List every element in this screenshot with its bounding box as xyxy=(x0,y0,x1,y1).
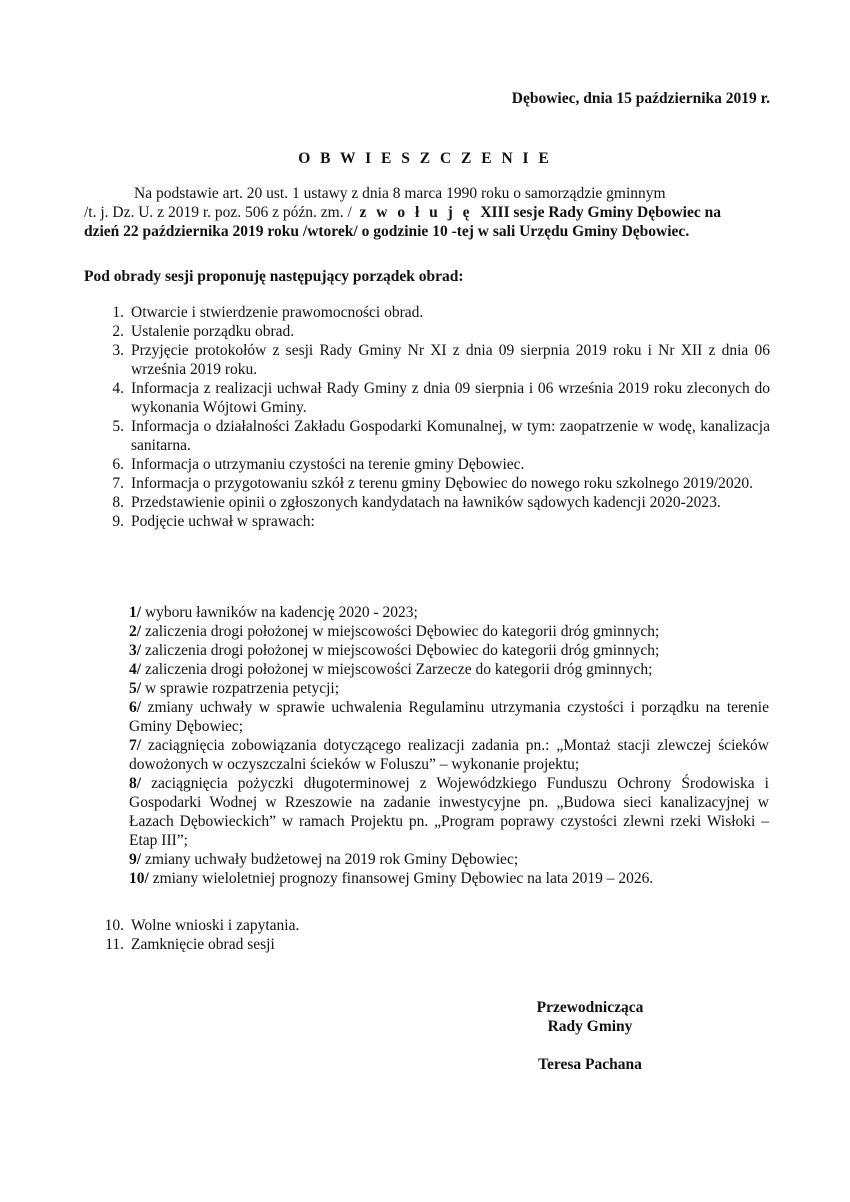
agenda-item xyxy=(100,512,770,531)
signatory-council: Rady Gminy xyxy=(547,1018,633,1035)
intro-line-3: dzień 22 października 2019 roku /wtorek/ o godzinie 10 -tej w sali Urzędu Gminy Dębowiec. xyxy=(84,223,690,240)
resolution-item xyxy=(129,736,769,774)
agenda-item xyxy=(100,341,770,379)
document-title: O B W I E S Z C Z E N I E xyxy=(298,150,552,167)
place-date: Dębowiec, dnia 15 października 2019 r. xyxy=(511,90,770,107)
agenda-item-text: Informacja o działalności Zakładu Gospodarki Komunalnej, w tym: zaopatrzenie w wodę, kanalizacja sanitarna. xyxy=(131,418,770,454)
agenda-item-number: 3. xyxy=(112,342,124,359)
intro-convene-word: z w o ł u j ę xyxy=(359,204,473,221)
agenda-item-number: 1. xyxy=(112,304,124,321)
resolution-text: zaciągnięcia zobowiązania dotyczącego realizacji zadania pn.: „Montaż stacji zlewczej ścieków dowożonych w oczyszczalni ścieków w Foluszu” – wykonanie projektu; xyxy=(129,737,769,773)
resolution-text: w sprawie rozpatrzenia petycji; xyxy=(141,680,340,697)
agenda-item-text: Przyjęcie protokołów z sesji Rady Gminy Nr XI z dnia 09 sierpnia 2019 roku i Nr XII z dnia 06 września 2019 roku. xyxy=(131,342,770,378)
resolution-number: 9/ xyxy=(129,851,142,868)
agenda-item-text: Wolne wnioski i zapytania. xyxy=(131,917,300,934)
intro-paragraph xyxy=(84,184,770,241)
agenda-item-text: Ustalenie porządku obrad. xyxy=(131,323,295,340)
resolution-text: zaciągnięcia pożyczki długoterminowej z Wojewódzkiego Funduszu Ochrony Środowiska i Gospodarki Wodnej w Rzeszowie na zadanie inwestycyjne pn. „Budowa sieci kanalizacyjnej w Łazach Dębowieckich” w ramach Projektu pn. „Program poprawy czystości zlewni rzeki Wisłoki – Etap III”; xyxy=(129,775,769,849)
resolution-number: 4/ xyxy=(129,661,142,678)
resolution-item xyxy=(129,660,769,679)
agenda-list xyxy=(100,303,770,531)
agenda-item-text: Przedstawienie opinii o zgłoszonych kandydatach na ławników sądowych kadencji 2020-2023. xyxy=(131,494,721,511)
agenda-item xyxy=(100,417,770,455)
resolution-text: zaliczenia drogi położonej w miejscowości Dębowiec do kategorii dróg gminnych; xyxy=(141,642,660,659)
resolution-item xyxy=(129,603,769,622)
resolution-item xyxy=(129,850,769,869)
resolution-text: zmiany wieloletniej prognozy finansowej Gminy Dębowiec na lata 2019 – 2026. xyxy=(148,870,654,887)
agenda-item xyxy=(100,322,770,341)
agenda-item-number: 5. xyxy=(112,418,124,435)
resolution-number: 2/ xyxy=(129,623,142,640)
resolution-text: wyboru ławników na kadencję 2020 - 2023; xyxy=(141,604,418,621)
agenda-item xyxy=(100,455,770,474)
agenda-item-text: Informacja o utrzymaniu czystości na terenie gminy Dębowiec. xyxy=(131,456,525,473)
agenda-item-number: 9. xyxy=(112,513,124,530)
agenda-item-text: Informacja o przygotowaniu szkół z terenu gminy Dębowiec do nowego roku szkolnego 2019/2020. xyxy=(131,475,753,492)
resolution-number: 8/ xyxy=(129,775,142,792)
agenda-item xyxy=(100,379,770,417)
resolution-item xyxy=(129,641,769,660)
agenda-item-number: 10. xyxy=(104,917,124,934)
agenda-item-number: 4. xyxy=(112,380,124,397)
agenda-item xyxy=(100,474,770,493)
signatory-role: Przewodnicząca xyxy=(536,999,644,1016)
agenda-item xyxy=(100,916,770,935)
resolution-item xyxy=(129,679,769,698)
resolution-item xyxy=(129,869,769,888)
intro-session-name: XIII sesje Rady Gminy Dębowiec na xyxy=(480,204,721,221)
agenda-item-text: Zamknięcie obrad sesji xyxy=(131,936,275,953)
resolutions-list xyxy=(129,603,769,888)
intro-legal-basis: /t. j. Dz. U. z 2019 r. poz. 506 z późn. zm. / xyxy=(84,204,352,221)
resolution-number: 10/ xyxy=(129,870,149,887)
resolution-text: zmiany uchwały budżetowej na 2019 rok Gminy Dębowiec; xyxy=(141,851,519,868)
resolution-number: 5/ xyxy=(129,680,142,697)
agenda-item-text: Informacja z realizacji uchwał Rady Gminy z dnia 09 sierpnia i 06 września 2019 roku zleconych do wykonania Wójtowi Gminy. xyxy=(131,380,770,416)
resolution-number: 3/ xyxy=(129,642,142,659)
agenda-item-number: 7. xyxy=(112,475,124,492)
resolution-text: zmiany uchwały w sprawie uchwalenia Regulaminu utrzymania czystości i porządku na terenie Gminy Dębowiec; xyxy=(129,699,769,735)
signatory-name: Teresa Pachana xyxy=(538,1056,642,1073)
signature-block xyxy=(480,998,700,1074)
resolution-text: zaliczenia drogi położonej w miejscowości Dębowiec do kategorii dróg gminnych; xyxy=(141,623,660,640)
agenda-item-number: 6. xyxy=(112,456,124,473)
resolution-number: 7/ xyxy=(129,737,142,754)
agenda-item xyxy=(100,493,770,512)
agenda-heading: Pod obrady sesji proponuję następujący porządek obrad: xyxy=(84,268,464,285)
agenda-item-number: 8. xyxy=(112,494,124,511)
resolution-number: 6/ xyxy=(129,699,142,716)
agenda-item-text: Podjęcie uchwał w sprawach: xyxy=(131,513,315,530)
resolution-item xyxy=(129,774,769,850)
agenda-item-text: Otwarcie i stwierdzenie prawomocności obrad. xyxy=(131,304,424,321)
resolution-text: zaliczenia drogi położonej w miejscowości Zarzecze do kategorii dróg gminnych; xyxy=(141,661,653,678)
intro-line-1: Na podstawie art. 20 ust. 1 ustawy z dnia 8 marca 1990 roku o samorządzie gminnym xyxy=(134,185,666,202)
resolution-item xyxy=(129,622,769,641)
resolution-item xyxy=(129,698,769,736)
intro-line-2 xyxy=(84,203,770,222)
agenda-item xyxy=(100,303,770,322)
resolution-number: 1/ xyxy=(129,604,142,621)
agenda-item-number: 11. xyxy=(105,936,124,953)
agenda-item-number: 2. xyxy=(112,323,124,340)
closing-agenda-list xyxy=(100,916,770,954)
agenda-item xyxy=(100,935,770,954)
